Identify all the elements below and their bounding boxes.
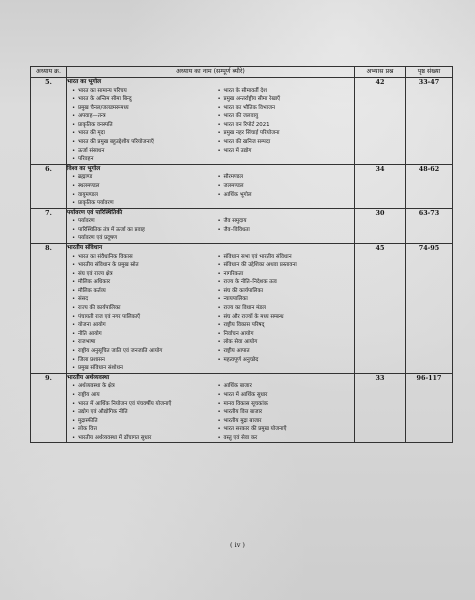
topic-label: प्राकृतिक पर्यावरण: [78, 200, 114, 207]
topic-label: प्राकृतिक वनस्पति: [78, 121, 113, 128]
bullet-icon: •: [217, 96, 221, 103]
page-range: 74-95: [406, 244, 453, 374]
bullet-icon: •: [217, 130, 221, 137]
bullet-icon: •: [217, 296, 221, 303]
topic-label: परिवहन: [78, 156, 94, 163]
topic-item: [67, 234, 209, 243]
chapter-title: भारतीय अर्थव्यवस्था: [67, 374, 110, 381]
bullet-icon: •: [217, 391, 221, 398]
bullet-icon: •: [217, 104, 221, 111]
topic-item: [67, 425, 209, 434]
topic-item: [213, 234, 355, 243]
topic-item: [67, 330, 209, 339]
topic-item: [67, 304, 209, 313]
bullet-icon: •: [72, 235, 76, 242]
topic-item: [67, 217, 209, 226]
topic-label: भारत का भौतिक विभाजन: [223, 104, 276, 111]
topic-label: ऊर्जा संसाधन: [78, 147, 105, 154]
topic-item: [213, 155, 355, 164]
exercise-count: 30: [355, 208, 406, 243]
bullet-icon: •: [217, 322, 221, 329]
bullet-icon: •: [72, 200, 76, 207]
topic-label: भारत में आर्थिक नियोजन एवं पंचवर्षीय योजनाएँ: [78, 400, 172, 407]
topic-label: राष्ट्रीय अनुसूचित जाति एवं जनजाति आयोग: [78, 348, 163, 355]
topic-item: [213, 270, 355, 279]
topic-label: महत्वपूर्ण अनुच्छेद: [223, 356, 259, 363]
bullet-icon: •: [217, 313, 221, 320]
topic-label: संघ और राज्यों के मध्य सम्बन्ध: [223, 313, 284, 320]
bullet-icon: •: [72, 182, 76, 189]
topic-label: राज्य के नीति–निदेशक तत्व: [223, 279, 277, 286]
topic-label: भारत के सीमावर्ती देश: [223, 87, 267, 94]
bullet-icon: •: [72, 417, 76, 424]
topic-item: [213, 182, 355, 191]
bullet-icon: •: [72, 174, 76, 181]
topic-item: [67, 87, 209, 96]
topic-list: [67, 382, 354, 442]
topic-list: [67, 217, 354, 243]
bullet-icon: •: [72, 147, 76, 154]
bullet-icon: •: [72, 104, 76, 111]
topic-item: [67, 121, 209, 130]
bullet-icon: •: [72, 383, 76, 390]
topic-item: [67, 338, 209, 347]
topic-item: [67, 278, 209, 287]
topic-label: भारत सरकार की प्रमुख योजनाएँ: [223, 426, 287, 433]
topic-label: भारत की जलवायु: [223, 113, 259, 120]
topic-label: संविधान की उद्देशिका अथवा प्रस्तावना: [223, 262, 297, 269]
chapter-content: [67, 164, 355, 208]
page-range: 33-47: [406, 78, 453, 165]
topic-label: प्रमुख अन्तर्राष्ट्रीय सीमा रेखाएँ: [223, 96, 281, 103]
topic-label: संसद: [78, 296, 89, 303]
header-chapter-name: अध्याय का नाम (सम्पूर्ण ब्यौरे): [67, 67, 355, 78]
topic-label: भारतीय अर्थव्यवस्था में ढाँचागत सुधार: [78, 434, 152, 441]
topic-list: [67, 173, 354, 207]
topic-item: [67, 191, 209, 200]
topic-item: [67, 356, 209, 365]
bullet-icon: •: [217, 121, 221, 128]
topic-label: भारत की खनिज सम्पदा: [223, 139, 271, 146]
topic-item: [213, 304, 355, 313]
topic-label: पारिस्थितिक तंत्र में ऊर्जा का प्रवाह: [78, 226, 145, 233]
topic-item: [213, 226, 355, 235]
bullet-icon: •: [217, 270, 221, 277]
topic-item: [213, 147, 355, 156]
bullet-icon: •: [72, 330, 76, 337]
bullet-icon: •: [72, 365, 76, 372]
bullet-icon: •: [72, 191, 76, 198]
chapter-row: [31, 373, 453, 443]
topic-item: [213, 338, 355, 347]
bullet-icon: •: [72, 356, 76, 363]
topic-label: जैव समुदाय: [223, 218, 247, 225]
topic-label: प्रमुख संविधान संशोधन: [78, 365, 123, 372]
topic-item: [213, 95, 355, 104]
topic-item: [67, 199, 209, 208]
topic-item: [213, 400, 355, 409]
topic-list: [67, 87, 354, 164]
topic-label: मुद्रास्फीति: [78, 417, 98, 424]
chapter-title: भारत का भूगोल: [67, 79, 102, 85]
bullet-icon: •: [72, 130, 76, 137]
chapter-number: 8.: [31, 244, 67, 374]
topic-item: [213, 191, 355, 200]
bullet-icon: •: [72, 96, 76, 103]
topic-item: [213, 138, 355, 147]
topic-label: भारतीय संविधान के प्रमुख स्रोत: [78, 262, 139, 269]
topic-label: अर्थव्यवस्था के क्षेत्र: [78, 383, 115, 390]
bullet-icon: •: [72, 287, 76, 294]
topic-item: [213, 425, 355, 434]
topic-item: [213, 112, 355, 121]
topic-label: राजभाषा: [78, 339, 96, 346]
bullet-icon: •: [72, 113, 76, 120]
bullet-icon: •: [217, 417, 221, 424]
bullet-icon: •: [72, 253, 76, 260]
topic-label: प्रमुख चैनल/जलडमरूमध्य: [78, 104, 129, 111]
exercise-count: 34: [355, 164, 406, 208]
topic-item: [213, 278, 355, 287]
bullet-icon: •: [72, 87, 76, 94]
topic-label: वायुमण्डल: [78, 191, 98, 198]
bullet-icon: •: [72, 391, 76, 398]
exercise-count: 33: [355, 373, 406, 443]
topic-item: [213, 87, 355, 96]
chapter-content: [67, 208, 355, 243]
topic-item: [67, 182, 209, 191]
bullet-icon: •: [217, 147, 221, 154]
bullet-icon: •: [217, 383, 221, 390]
topic-item: [67, 147, 209, 156]
topic-item: [213, 295, 355, 304]
topic-label: राष्ट्रीय आय: [78, 391, 100, 398]
bullet-icon: •: [217, 279, 221, 286]
bullet-icon: •: [217, 262, 221, 269]
bullet-icon: •: [217, 330, 221, 337]
topic-item: [213, 434, 355, 443]
topic-item: [213, 121, 355, 130]
topic-label: आर्थिक भूगोल: [223, 191, 252, 198]
bullet-icon: •: [72, 270, 76, 277]
topic-item: [213, 173, 355, 182]
topic-label: भारत का संवैधानिक विकास: [78, 253, 133, 260]
topic-item: [67, 253, 209, 262]
topic-label: राष्ट्रीय विकास परिषद्: [223, 322, 265, 329]
topic-item: [213, 417, 355, 426]
topic-label: उद्योग एवं औद्योगिक नीति: [78, 409, 128, 416]
bullet-icon: •: [72, 279, 76, 286]
topic-label: संघ एवं राज्य क्षेत्र: [78, 270, 113, 277]
topic-label: राज्य की कार्यपालिका: [78, 305, 121, 312]
topic-label: भारत की मृदा: [78, 130, 105, 137]
topic-item: [213, 261, 355, 270]
topic-label: राज्य का विधान मंडल: [223, 305, 266, 312]
chapter-number: 6.: [31, 164, 67, 208]
topic-label: ब्रह्माण्ड: [78, 174, 93, 181]
chapter-row: [31, 164, 453, 208]
bullet-icon: •: [217, 87, 221, 94]
topic-item: [213, 364, 355, 373]
bullet-icon: •: [217, 348, 221, 355]
bullet-icon: •: [72, 226, 76, 233]
topic-item: [213, 104, 355, 113]
topic-label: मौलिक अधिकार: [78, 279, 111, 286]
topic-item: [213, 129, 355, 138]
bullet-icon: •: [72, 156, 76, 163]
topic-label: स्थलमण्डल: [78, 182, 100, 189]
topic-item: [67, 400, 209, 409]
bullet-icon: •: [217, 409, 221, 416]
chapter-row: [31, 78, 453, 165]
topic-item: [213, 330, 355, 339]
bullet-icon: •: [217, 434, 221, 441]
bullet-icon: •: [72, 400, 76, 407]
bullet-icon: •: [72, 426, 76, 433]
topic-item: [67, 382, 209, 391]
exercise-count: 42: [355, 78, 406, 165]
bullet-icon: •: [72, 262, 76, 269]
topic-item: [213, 321, 355, 330]
header-page: पृष्ठ संख्या: [406, 67, 453, 78]
topic-label: भारत की प्रमुख बहुउद्देशीय परियोजनाएँ: [78, 139, 154, 146]
chapter-content: [67, 244, 355, 374]
chapter-row: [31, 244, 453, 374]
bullet-icon: •: [72, 434, 76, 441]
topic-item: [213, 391, 355, 400]
chapter-content: [67, 78, 355, 165]
topic-item: [67, 287, 209, 296]
topic-item: [67, 391, 209, 400]
topic-item: [67, 138, 209, 147]
bullet-icon: •: [217, 226, 221, 233]
topic-item: [67, 129, 209, 138]
topic-label: अपवाह—तन्त्र: [78, 113, 106, 120]
topic-label: भारतीय मुद्रा बाजार: [223, 417, 262, 424]
topic-label: संघ की कार्यपालिका: [223, 287, 264, 294]
topic-item: [67, 270, 209, 279]
topic-item: [213, 199, 355, 208]
topic-item: [67, 321, 209, 330]
topic-label: लोक सेवा आयोग: [223, 339, 258, 346]
topic-item: [67, 261, 209, 270]
topic-label: आर्थिक बाजार: [223, 383, 252, 390]
topic-label: भारत के अन्तिम सीमा बिन्दु: [78, 96, 132, 103]
topic-item: [213, 356, 355, 365]
chapter-row: [31, 208, 453, 243]
topic-item: [213, 217, 355, 226]
topic-label: भारतीय वित्त बाजार: [223, 409, 263, 416]
topic-label: मौलिक कर्तव्य: [78, 287, 106, 294]
bullet-icon: •: [72, 121, 76, 128]
topic-list: [67, 253, 354, 373]
topic-label: राष्ट्रीय आपात: [223, 348, 250, 355]
contents-table: [30, 66, 453, 443]
bullet-icon: •: [217, 305, 221, 312]
topic-label: पर्यावरण एवं प्रदूषण: [78, 235, 118, 242]
topic-label: निर्वाचन आयोग: [223, 330, 254, 337]
bullet-icon: •: [72, 313, 76, 320]
page-number: ( iv ): [230, 541, 245, 549]
bullet-icon: •: [217, 356, 221, 363]
bullet-icon: •: [72, 218, 76, 225]
topic-item: [67, 364, 209, 373]
bullet-icon: •: [217, 253, 221, 260]
bullet-icon: •: [217, 287, 221, 294]
bullet-icon: •: [72, 305, 76, 312]
chapter-number: 5.: [31, 78, 67, 165]
topic-item: [67, 95, 209, 104]
topic-label: न्यायपालिका: [223, 296, 248, 303]
chapter-number: 7.: [31, 208, 67, 243]
topic-item: [67, 295, 209, 304]
topic-label: पंचायती राज एवं नगर पालिकाएँ: [78, 313, 141, 320]
page-range: 48-62: [406, 164, 453, 208]
topic-label: जिला प्रशासन: [78, 356, 105, 363]
topic-label: मानव विकास सूचकांक: [223, 400, 268, 407]
topic-item: [67, 112, 209, 121]
exercise-count: 45: [355, 244, 406, 374]
topic-item: [67, 434, 209, 443]
topic-item: [67, 408, 209, 417]
topic-label: भारत में आर्थिक सुधार: [223, 391, 268, 398]
bullet-icon: •: [217, 113, 221, 120]
topic-label: नीति आयोग: [78, 330, 102, 337]
bullet-icon: •: [217, 400, 221, 407]
topic-label: संविधान सभा एवं भारतीय संविधान: [223, 253, 292, 260]
header-chapter-no: अध्याय क्र.: [31, 67, 67, 78]
bullet-icon: •: [72, 139, 76, 146]
page-range: 96-117: [406, 373, 453, 443]
bullet-icon: •: [217, 174, 221, 181]
header-exercise: अभ्यास प्रश्न: [355, 67, 406, 78]
bullet-icon: •: [217, 139, 221, 146]
topic-item: [67, 313, 209, 322]
bullet-icon: •: [217, 182, 221, 189]
table-header-row: [31, 67, 453, 78]
topic-item: [213, 253, 355, 262]
chapter-title: भारतीय संविधान: [67, 245, 103, 251]
topic-item: [67, 173, 209, 182]
topic-label: नागरिकता: [223, 270, 244, 277]
bullet-icon: •: [217, 191, 221, 198]
topic-label: भारत वन रिपोर्ट 2021: [223, 121, 270, 128]
chapter-number: 9.: [31, 373, 67, 443]
topic-item: [67, 417, 209, 426]
topic-label: योजना आयोग: [78, 322, 106, 329]
bullet-icon: •: [217, 426, 221, 433]
page-range: 63-73: [406, 208, 453, 243]
topic-label: सौरमण्डल: [223, 174, 244, 181]
topic-item: [213, 382, 355, 391]
bullet-icon: •: [217, 339, 221, 346]
bullet-icon: •: [217, 218, 221, 225]
chapter-title: पर्यावरण एवं पारिस्थितिकी: [67, 209, 123, 216]
topic-item: [67, 104, 209, 113]
bullet-icon: •: [72, 339, 76, 346]
topic-item: [213, 347, 355, 356]
bullet-icon: •: [72, 296, 76, 303]
topic-item: [213, 287, 355, 296]
topic-label: लोक वित्त: [78, 426, 98, 433]
topic-item: [67, 155, 209, 164]
topic-item: [67, 347, 209, 356]
topic-item: [67, 226, 209, 235]
topic-label: पर्यावरण: [78, 218, 95, 225]
topic-label: वस्तु एवं सेवा कर: [223, 434, 258, 441]
chapter-title: विश्व का भूगोल: [67, 165, 101, 172]
topic-item: [213, 408, 355, 417]
topic-label: प्रमुख नहर सिंचाई परियोजना: [223, 130, 280, 137]
topic-label: जैव–विविधता: [223, 226, 250, 233]
bullet-icon: •: [72, 348, 76, 355]
bullet-icon: •: [72, 409, 76, 416]
topic-label: जलमण्डल: [223, 182, 244, 189]
topic-item: [213, 313, 355, 322]
topic-label: भारत का सामान्य परिचय: [78, 87, 127, 94]
chapter-content: [67, 373, 355, 443]
topic-label: भारत में उद्योग: [223, 147, 252, 154]
bullet-icon: •: [72, 322, 76, 329]
